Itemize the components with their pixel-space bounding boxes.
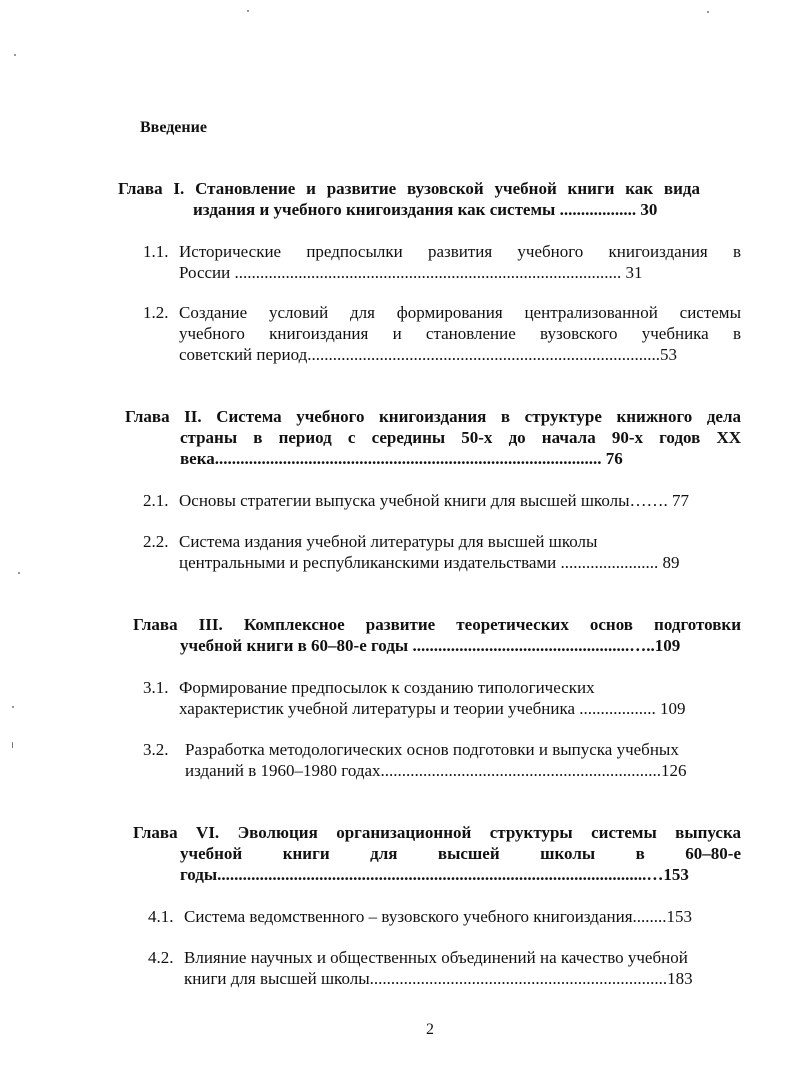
scan-speck bbox=[18, 572, 20, 574]
toc-chapter-4-line1: Глава VI. Эволюция организационной структуры системы выпуска bbox=[133, 823, 741, 842]
toc-section-1-1-line1: Исторические предпосылки развития учебного книгоиздания в bbox=[179, 242, 741, 261]
toc-section-2-2-line1: Система издания учебной литературы для высшей школы bbox=[179, 532, 598, 551]
toc-section-1-2-line2: учебного книгоиздания и становление вузовского учебника в bbox=[179, 324, 741, 343]
toc-section-number: 3.2. bbox=[143, 740, 169, 759]
toc-chapter-3-line2: учебной книги в 60–80-е годы ...................................................…..109 bbox=[180, 636, 681, 655]
page-number: 2 bbox=[426, 1021, 434, 1038]
scan-speck bbox=[14, 54, 16, 56]
toc-section-3-2-line1: Разработка методологических основ подготовки и выпуска учебных bbox=[185, 740, 679, 759]
toc-section-number: 1.2. bbox=[143, 303, 169, 322]
toc-section-3-2-line2: изданий в 1960–1980 годах..................................................................126 bbox=[185, 761, 687, 780]
toc-section-number: 3.1. bbox=[143, 678, 169, 697]
toc-chapter-1-line1: Глава I. Становление и развитие вузовской учебной книги как вида bbox=[118, 179, 700, 198]
toc-chapter-1-line2: издания и учебного книгоиздания как системы .................. 30 bbox=[193, 200, 658, 219]
toc-section-4-2-line1: Влияние научных и общественных объединений на качество учебной bbox=[184, 948, 688, 967]
scan-speck bbox=[12, 742, 13, 748]
scan-speck bbox=[707, 11, 709, 13]
toc-section-number: 4.1. bbox=[148, 907, 174, 926]
toc-section-1-1-line2: России ........................................................................................... 31 bbox=[179, 263, 643, 282]
toc-section-number: 2.1. bbox=[143, 491, 169, 510]
toc-intro: Введение bbox=[140, 119, 207, 136]
toc-chapter-2-line2: страны в период с середины 50-х до начала 90-х годов XX bbox=[180, 428, 741, 447]
toc-section-4-1-line1: Система ведомственного – вузовского учебного книгоиздания........153 bbox=[184, 907, 693, 926]
toc-section-3-1-line1: Формирование предпосылок к созданию типологических bbox=[179, 678, 595, 697]
toc-section-number: 1.1. bbox=[143, 242, 169, 261]
toc-section-number: 4.2. bbox=[148, 948, 174, 967]
toc-chapter-4-line2: учебной книги для высшей школы в 60–80-е bbox=[180, 844, 741, 863]
scan-speck bbox=[247, 10, 249, 12]
toc-section-4-2-line2: книги для высшей школы......................................................................183 bbox=[184, 969, 693, 988]
toc-section-2-1-line1: Основы стратегии выпуска учебной книги для высшей школы……. 77 bbox=[179, 491, 689, 510]
toc-chapter-4-line3: годы.....................................................................................................…153 bbox=[180, 865, 689, 884]
toc-section-2-2-line2: центральными и республиканскими издательствами ....................... 89 bbox=[179, 553, 680, 572]
scan-speck bbox=[12, 706, 14, 708]
toc-section-1-2-line3: советский период...................................................................................53 bbox=[179, 345, 678, 364]
toc-chapter-2-line1: Глава II. Система учебного книгоиздания в структуре книжного дела bbox=[125, 407, 741, 426]
toc-section-1-2-line1: Создание условий для формирования централизованной системы bbox=[179, 303, 741, 322]
toc-chapter-3-line1: Глава III. Комплексное развитие теоретических основ подготовки bbox=[133, 615, 741, 634]
toc-section-3-1-line2: характеристик учебной литературы и теории учебника .................. 109 bbox=[179, 699, 686, 718]
toc-chapter-2-line3: века........................................................................................... 76 bbox=[180, 449, 623, 468]
toc-section-number: 2.2. bbox=[143, 532, 169, 551]
